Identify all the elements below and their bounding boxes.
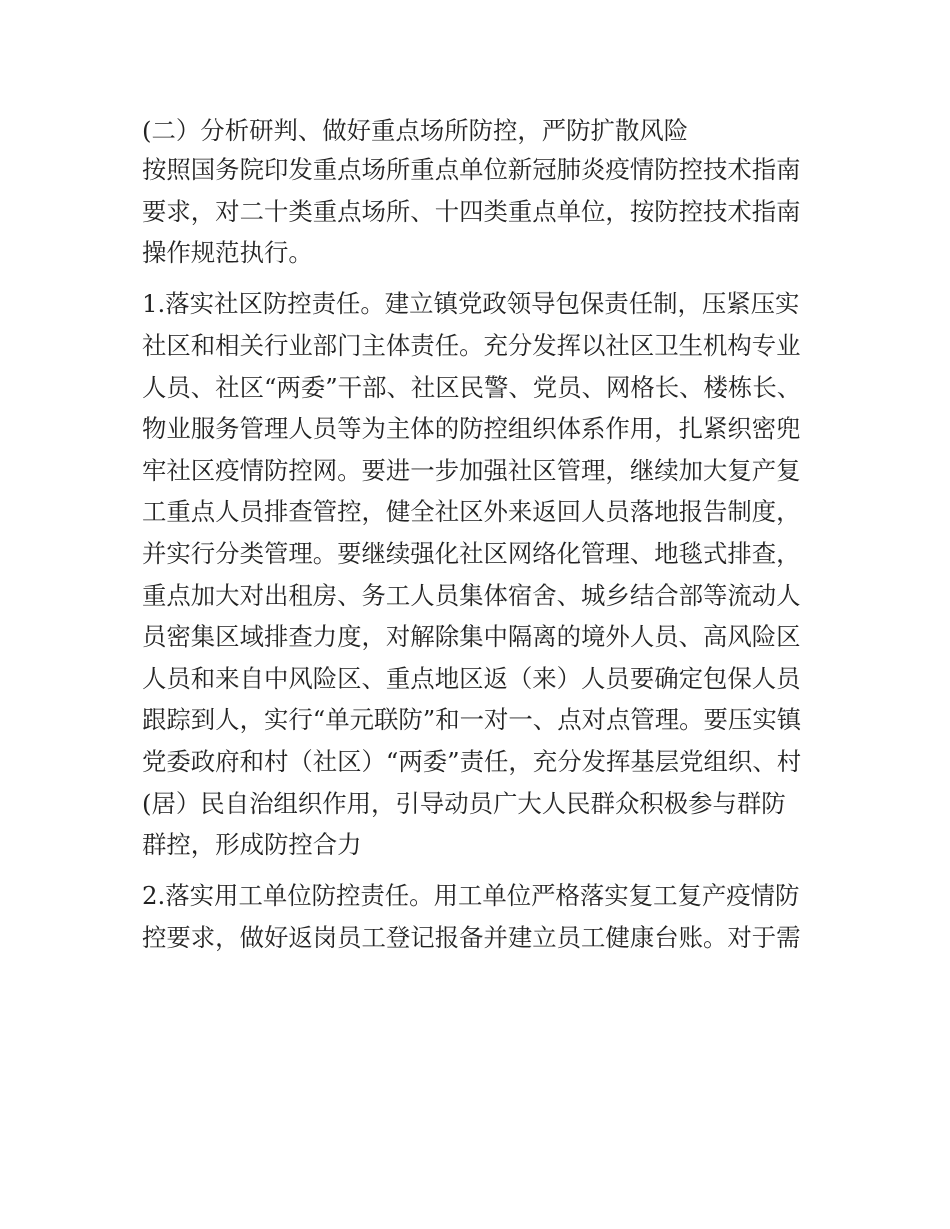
paragraph-line: 要求，对二十类重点场所、十四类重点单位，按防控技术指南 (142, 196, 801, 226)
paragraph-line: 2.落实用工单位防控责任。用工单位严格落实复工复产疫情防 (142, 881, 800, 911)
item-2-paragraph (142, 875, 822, 958)
paragraph-line: 重点加大对出租房、务工人员集体宿舍、城乡结合部等流动人 (142, 580, 801, 610)
item-1-paragraph (142, 283, 822, 865)
document-body (142, 112, 822, 958)
paragraph-line: 群控，形成防控合力 (142, 830, 362, 860)
paragraph-line: 控要求，做好返岗员工登记报备并建立员工健康台账。对于需 (142, 922, 801, 952)
paragraph-line: 按照国务院印发重点场所重点单位新冠肺炎疫情防控技术指南 (142, 155, 801, 184)
paragraph-line: 并实行分类管理。要继续强化社区网络化管理、地毯式排查， (142, 538, 801, 568)
paragraph-line: 社区和相关行业部门主体责任。充分发挥以社区卫生机构专业 (142, 330, 801, 360)
paragraph-line: 人员、社区“两委”干部、社区民警、党员、网格长、楼栋长、 (142, 372, 802, 402)
intro-paragraph (142, 149, 822, 274)
paragraph-line: 党委政府和村（社区）“两委”责任，充分发挥基层党组织、村 (142, 746, 802, 776)
section-heading: (二）分析研判、做好重点场所防控，严防扩散风险 (142, 116, 689, 145)
paragraph-line: 牢社区疫情防控网。要进一步加强社区管理，继续加大复产复 (142, 455, 801, 485)
paragraph-line: 员密集区域排查力度，对解除集中隔离的境外人员、高风险区 (142, 622, 801, 652)
paragraph-line: 跟踪到人，实行“单元联防”和一对一、点对点管理。要压实镇 (142, 705, 802, 735)
paragraph-line: 物业服务管理人员等为主体的防控组织体系作用，扎紧织密兜 (142, 414, 801, 444)
paragraph-line: 操作规范执行。 (142, 238, 313, 268)
paragraph-line: 1.落实社区防控责任。建立镇党政领导包保责任制，压紧压实 (142, 289, 800, 319)
paragraph-line: 工重点人员排查管控，健全社区外来返回人员落地报告制度， (142, 497, 801, 527)
paragraph-line: 人员和来自中风险区、重点地区返（来）人员要确定包保人员 (142, 663, 801, 693)
paragraph-line: (居）民自治组织作用，引导动员广大人民群众积极参与群防 (142, 788, 786, 818)
